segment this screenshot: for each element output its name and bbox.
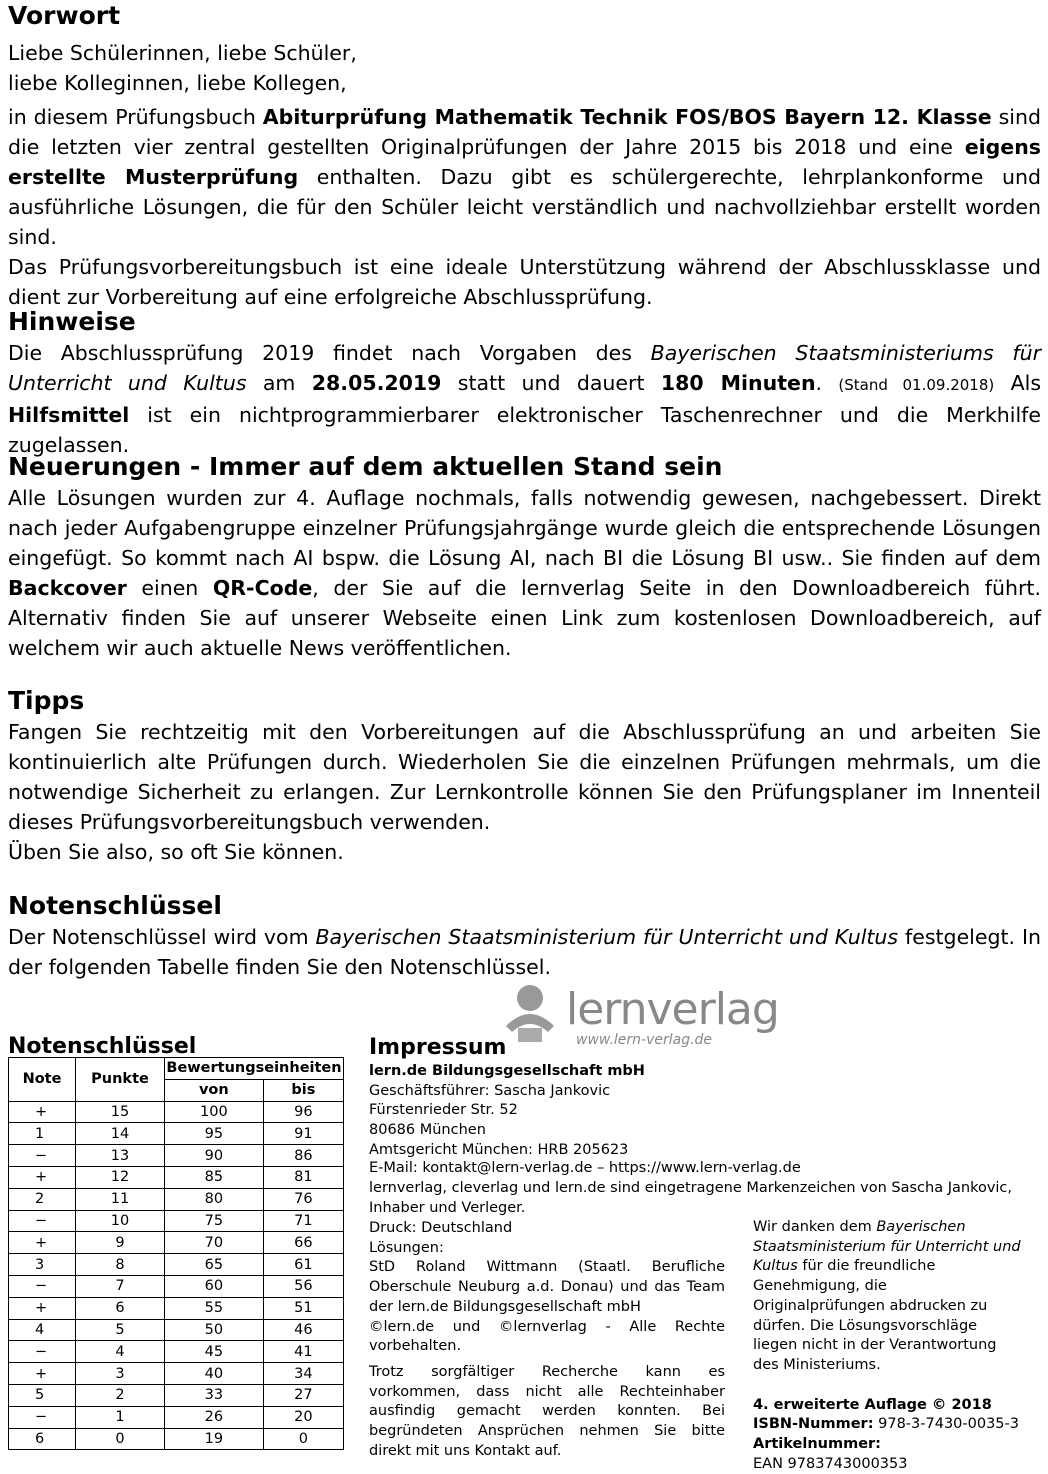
tipps-paragraph: Fangen Sie rechtzeitig mit den Vorbereitungen auf die Abschlussprüfung an und arbeiten Sie kontinuierlich alte Prüfungen durch. Wiederholen Sie die einzelnen Prüfungen mehrmals, um die notwendige Sicherheit zu erlangen. Zur Lernkontrolle können Sie den Prüfungsplaner im Innenteil dieses Prüfungsvorbereitungsbuch verwenden. — [8, 720, 1041, 834]
cell-note: − — [9, 1406, 76, 1428]
cell-note: 6 — [9, 1428, 76, 1450]
heading-tipps: Tipps — [8, 686, 85, 715]
cell-punkte: 7 — [76, 1275, 165, 1297]
header-note: Note — [9, 1058, 76, 1102]
table-row — [9, 1406, 344, 1428]
cell-punkte: 9 — [76, 1232, 165, 1254]
hinweise-paragraph: Die Abschlussprüfung 2019 findet nach Vorgaben des Bayerischen Staatsministeriums für Unterricht und Kultus am 28.05.2019 statt und dauert 180 Minuten. (Stand 01.09.2018) Als Hilfsmittel ist ein nichtprogrammierbarer elektronischer Taschenrechner und die Merkhilfe zugelassen. — [8, 341, 1042, 457]
impressum-edition: 4. erweiterte Auflage © 2018 — [753, 1396, 992, 1413]
cell-punkte: 12 — [76, 1166, 165, 1188]
cell-von: 95 — [165, 1123, 264, 1145]
impressum — [369, 1034, 725, 1161]
table-row — [9, 1428, 344, 1450]
impressum-rights: ©lern.de und ©lernverlag - Alle Rechte vorbehalten. — [369, 1318, 725, 1355]
cell-von: 45 — [165, 1341, 264, 1363]
greeting-1: Liebe Schülerinnen, liebe Schüler, — [8, 41, 357, 65]
cell-von: 65 — [165, 1254, 264, 1276]
cell-punkte: 13 — [76, 1145, 165, 1167]
cell-bis: 86 — [263, 1145, 343, 1167]
cell-von: 60 — [165, 1275, 264, 1297]
cell-note: + — [9, 1166, 76, 1188]
cell-punkte: 2 — [76, 1384, 165, 1406]
cell-von: 40 — [165, 1363, 264, 1385]
header-bis: bis — [263, 1079, 343, 1101]
table-row — [9, 1101, 344, 1123]
impressum-gf: Geschäftsführer: Sascha Jankovic — [369, 1082, 611, 1099]
greeting-2: liebe Kolleginnen, liebe Kollegen, — [8, 71, 347, 95]
cell-note: + — [9, 1363, 76, 1385]
table-row — [9, 1341, 344, 1363]
heading-notenschluessel: Notenschlüssel — [8, 891, 222, 920]
cell-bis: 66 — [263, 1232, 343, 1254]
cell-punkte: 1 — [76, 1406, 165, 1428]
cell-note: 2 — [9, 1188, 76, 1210]
table-row — [9, 1384, 344, 1406]
cell-punkte: 3 — [76, 1363, 165, 1385]
heading-hinweise: Hinweise — [8, 307, 136, 336]
impressum-trademark: lernverlag, cleverlag und lern.de sind eingetragene Markenzeichen von Sascha Jankovic, Inhaber und Verleger. — [369, 1180, 1013, 1216]
cell-bis: 27 — [263, 1384, 343, 1406]
cell-note: 1 — [9, 1123, 76, 1145]
cell-von: 55 — [165, 1297, 264, 1319]
cell-note: + — [9, 1101, 76, 1123]
cell-bis: 34 — [263, 1363, 343, 1385]
section-vorwort — [8, 0, 1041, 312]
impressum-artikel: Artikelnummer: — [753, 1436, 881, 1453]
header-punkte: Punkte — [76, 1058, 165, 1102]
table-row — [9, 1145, 344, 1167]
cell-note: + — [9, 1297, 76, 1319]
impressum-company: lern.de Bildungsgesellschaft mbH — [369, 1063, 645, 1079]
cell-von: 19 — [165, 1428, 264, 1450]
table-row — [9, 1275, 344, 1297]
section-notenschluessel — [8, 890, 1041, 982]
cell-von: 85 — [165, 1166, 264, 1188]
cell-punkte: 0 — [76, 1428, 165, 1450]
grade-table — [8, 1057, 344, 1450]
cell-note: − — [9, 1145, 76, 1167]
table-row — [9, 1188, 344, 1210]
cell-bis: 46 — [263, 1319, 343, 1341]
cell-bis: 20 — [263, 1406, 343, 1428]
table-row — [9, 1297, 344, 1319]
cell-note: − — [9, 1275, 76, 1297]
cell-bis: 41 — [263, 1341, 343, 1363]
impressum-loesungen: StD Roland Wittmann (Staatl. Berufliche Oberschule Neuburg a.d. Donau) und das Team der lern.de Bildungsgesellschaft mbH — [369, 1259, 725, 1315]
cell-note: + — [9, 1232, 76, 1254]
logo-url: www.lern-verlag.de — [576, 1032, 713, 1048]
heading-vorwort: Vorwort — [8, 1, 121, 30]
impressum-wide — [369, 1160, 1029, 1218]
table-row — [9, 1123, 344, 1145]
vorwort-paragraph: in diesem Prüfungsbuch Abiturprüfung Mathematik Technik FOS/BOS Bayern 12. Klasse sind die letzten vier zentral gestellten Originalprüfungen der Jahre 2015 bis 2018 und eine eigens erstellte Musterprüfung enthalten. Dazu gibt es schülergerechte, lehrplankonforme und ausführliche Lösungen, die für den Schüler leicht verständlich und nachvollziehbar erstellt worden sind. — [8, 105, 1042, 249]
impressum-right — [753, 1218, 1023, 1474]
cell-note: − — [9, 1341, 76, 1363]
cell-von: 75 — [165, 1210, 264, 1232]
cell-bis: 76 — [263, 1188, 343, 1210]
cell-bis: 91 — [263, 1123, 343, 1145]
cell-von: 26 — [165, 1406, 264, 1428]
cell-punkte: 10 — [76, 1210, 165, 1232]
cell-bis: 81 — [263, 1166, 343, 1188]
impressum-contact: E-Mail: kontakt@lern-verlag.de – https://www.lern-verlag.de — [369, 1160, 801, 1176]
impressum-isbn: ISBN-Nummer: 978-3-7430-0035-3 — [753, 1416, 1019, 1433]
cell-von: 90 — [165, 1145, 264, 1167]
cell-bis: 51 — [263, 1297, 343, 1319]
neuerungen-paragraph: Alle Lösungen wurden zur 4. Auflage nochmals, falls notwendig gewesen, nachgebessert. Direkt nach jeder Aufgabengruppe einzelner Prüfungsjahrgänge wurde gleich die entsprechende Lösungen eingefügt. So kommt nach AI bspw. die Lösung AI, nach BI die Lösung BI usw.. Sie finden auf dem Backcover einen QR-Code, der Sie auf die lernverlag Seite in den Downloadbereich führt. Alternativ finden Sie auf unserer Webseite einen Link zum kostenlosen Downloadbereich, auf welchem wir auch aktuelle News veröffentlichen. — [8, 486, 1041, 660]
impressum-recherche: Trotz sorgfältiger Recherche kann es vorkommen, dass nicht alle Rechteinhaber ausfindig gemacht werden konnten. Bei begründeten Ansprüchen nehmen Sie bitte direkt mit uns Kontakt auf. — [369, 1363, 725, 1459]
tipps-paragraph-2: Üben Sie also, so oft Sie können. — [8, 840, 344, 864]
table-row — [9, 1363, 344, 1385]
header-bewertungseinheiten: Bewertungseinheiten — [165, 1058, 344, 1080]
cell-punkte: 8 — [76, 1254, 165, 1276]
section-neuerungen — [8, 451, 1041, 663]
heading-neuerungen: Neuerungen - Immer auf dem aktuellen Stand sein — [8, 452, 723, 481]
impressum-loesungen-label: Lösungen: — [369, 1239, 444, 1256]
logo-wordmark: lernverlag — [566, 984, 779, 1035]
table-row — [9, 1319, 344, 1341]
table-title: Notenschlüssel — [8, 1034, 197, 1059]
impressum-title: Impressum — [369, 1035, 507, 1060]
cell-von: 100 — [165, 1101, 264, 1123]
impressum-city: 80686 München — [369, 1122, 486, 1139]
cell-von: 50 — [165, 1319, 264, 1341]
cell-note: 5 — [9, 1384, 76, 1406]
cell-von: 80 — [165, 1188, 264, 1210]
cell-bis: 71 — [263, 1210, 343, 1232]
cell-punkte: 14 — [76, 1123, 165, 1145]
section-tipps — [8, 685, 1041, 867]
impressum-street: Fürstenrieder Str. 52 — [369, 1102, 518, 1119]
notenschluessel-paragraph: Der Notenschlüssel wird vom Bayerischen Staatsministerium für Unterricht und Kultus festgelegt. In der folgenden Tabelle finden Sie den Notenschlüssel. — [8, 925, 1042, 979]
cell-bis: 61 — [263, 1254, 343, 1276]
cell-bis: 96 — [263, 1101, 343, 1123]
cell-punkte: 15 — [76, 1101, 165, 1123]
section-hinweise — [8, 306, 1041, 460]
cell-von: 70 — [165, 1232, 264, 1254]
cell-von: 33 — [165, 1384, 264, 1406]
cell-punkte: 4 — [76, 1341, 165, 1363]
table-row — [9, 1232, 344, 1254]
vorwort-paragraph-2: Das Prüfungsvorbereitungsbuch ist eine ideale Unterstützung während der Abschlussklasse und dient zur Vorbereitung auf eine erfolgreiche Abschlussprüfung. — [8, 255, 1041, 309]
impressum-ean: EAN 9783743000353 — [753, 1455, 908, 1472]
cell-note: − — [9, 1210, 76, 1232]
cell-punkte: 11 — [76, 1188, 165, 1210]
header-von: von — [165, 1079, 264, 1101]
cell-bis: 56 — [263, 1275, 343, 1297]
impressum-court: Amtsgericht München: HRB 205623 — [369, 1141, 629, 1158]
cell-note: 3 — [9, 1254, 76, 1276]
impressum-left — [369, 1217, 725, 1461]
cell-bis: 0 — [263, 1428, 343, 1450]
table-header-row — [9, 1058, 344, 1080]
table-row — [9, 1254, 344, 1276]
table-row — [9, 1166, 344, 1188]
impressum-dank: Wir danken dem Bayerischen Staatsministerium für Unterricht und Kultus für die freundliche Genehmigung, die Originalprüfungen abdrucken zu dürfen. Die Lösungsvorschläge liegen nicht in der Verantwortung des Ministeriums. — [753, 1219, 1021, 1373]
cell-note: 4 — [9, 1319, 76, 1341]
cell-punkte: 5 — [76, 1319, 165, 1341]
impressum-druck: Druck: Deutschland — [369, 1220, 513, 1236]
cell-punkte: 6 — [76, 1297, 165, 1319]
table-row — [9, 1210, 344, 1232]
